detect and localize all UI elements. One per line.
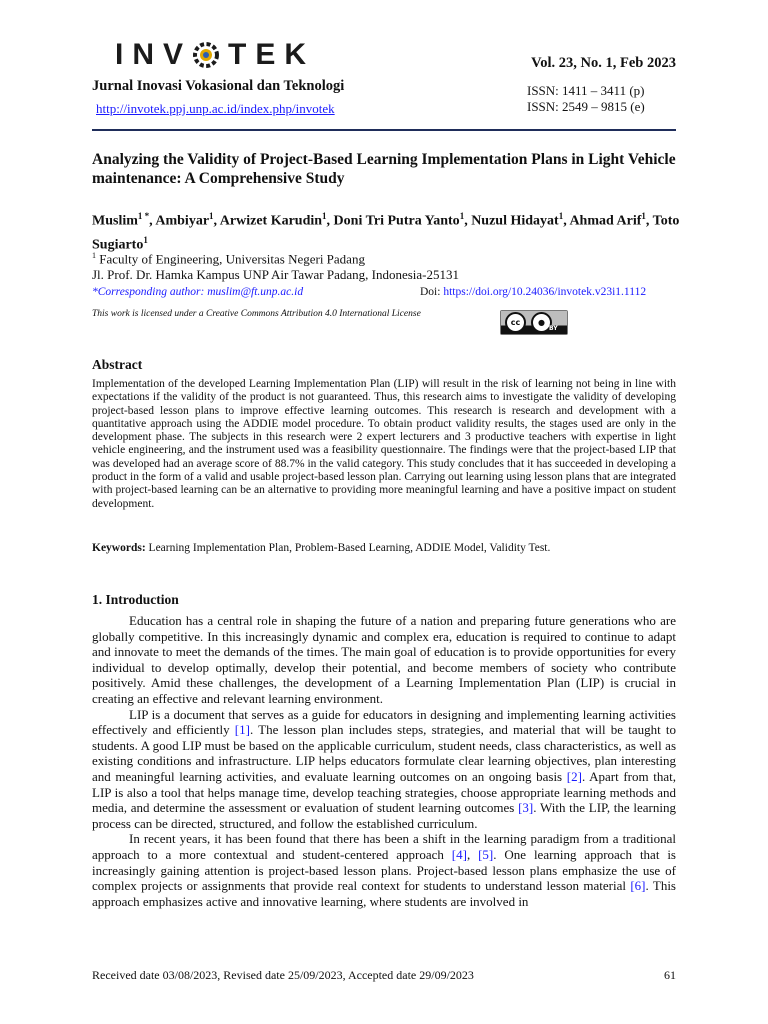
- author-separator: ,: [563, 213, 570, 229]
- keywords-list: Learning Implementation Plan, Problem-Based Learning, ADDIE Model, Validity Test.: [148, 542, 551, 554]
- abstract-heading: Abstract: [92, 357, 143, 372]
- author-name: Nuzul Hidayat: [471, 213, 559, 229]
- paragraph-text: . This approach emphasizes active and innovative learning, where students are involved in: [92, 878, 676, 909]
- author-name: Ahmad Arif: [569, 213, 642, 229]
- article-title: Analyzing the Validity of Project-Based Learning Implementation Plans in Light Vehicle maintenance: A Comprehensive Study: [92, 151, 676, 187]
- corresponding-email-link[interactable]: muslim@ft.unp.ac.id: [207, 286, 304, 298]
- cc-by-badge[interactable]: [500, 310, 568, 335]
- author-affiliation-mark: 1: [209, 211, 214, 221]
- section-heading-introduction: 1. Introduction: [92, 592, 179, 607]
- citation-link[interactable]: [1]: [234, 722, 250, 738]
- author-affiliation-mark: 1: [641, 211, 646, 221]
- author-separator: ,: [464, 213, 472, 229]
- journal-logo: [115, 38, 315, 72]
- journal-url-link[interactable]: http://invotek.ppj.unp.ac.id/index.php/invotek: [96, 101, 335, 116]
- paragraph-text: In recent years, it has been found that there has been a shift in the learning paradigm from a traditional approach to a more contextual and student-centered approach: [92, 831, 676, 862]
- author-name: Doni Tri Putra Yanto: [333, 213, 460, 229]
- citation-link[interactable]: [4]: [451, 846, 467, 862]
- introduction-body: [92, 613, 676, 909]
- doi-link[interactable]: https://doi.org/10.24036/invotek.v23i1.1112: [443, 286, 647, 298]
- received-dates: Received date 03/08/2023, Revised date 25/09/2023, Accepted date 29/09/2023: [92, 968, 474, 982]
- paragraph-text: LIP is a document that serves as a guide for educators in designing and implementing learning activities effectively and efficiently: [92, 706, 676, 738]
- paragraph: [92, 707, 676, 832]
- doi-label: Doi:: [420, 286, 444, 298]
- author-separator: ,: [213, 213, 220, 229]
- author-affiliation-mark: 1: [143, 234, 148, 245]
- by-label: BY: [549, 325, 558, 332]
- keywords-label: Keywords:: [92, 542, 146, 554]
- issn-electronic: ISSN: 2549 – 9815 (e): [527, 99, 645, 114]
- citation-link[interactable]: [6]: [630, 878, 646, 894]
- author-affiliation-mark: 1: [459, 211, 465, 221]
- paragraph: Education has a central role in shaping the future of a nation and preparing future generations who are globally competitive. In this increasingly dynamic and complex era, education is required to continue to adapt and innovate to meet the demands of the times. The main goal of education is to provide opportunities for every individual to develop optimally, develop their potential, and become members of society who contribute positively. Amid these challenges, the development of a Learning Implementation Plan (LIP) is crucial in creating an effective and relevant learning environment.: [92, 613, 676, 706]
- citation-link[interactable]: [3]: [518, 800, 534, 816]
- corresponding-author: [92, 286, 303, 298]
- paragraph: [92, 831, 676, 909]
- cc-icon: cc: [505, 312, 526, 333]
- author-separator: ,: [645, 213, 653, 229]
- author-name: Toto Sugiarto: [92, 213, 680, 253]
- page-number: 61: [664, 968, 676, 982]
- issn-print: ISSN: 1411 – 3411 (p): [527, 83, 645, 98]
- paragraph-text: . Apart from that, LIP is also a tool that helps manage time, develop teaching strategies, choose appropriate learning methods and media, and determine the assessment or evaluation of student learning outcomes: [92, 768, 676, 816]
- doi: [420, 286, 646, 298]
- gear-logo-icon: [192, 41, 220, 69]
- citation-link[interactable]: [2]: [566, 768, 582, 784]
- author-affiliation-mark: 1 *: [137, 211, 150, 221]
- author-name: Muslim: [92, 213, 138, 229]
- affiliation-line-1: Faculty of Engineering, Universitas Negeri Padang: [99, 251, 365, 267]
- journal-name: Jurnal Inovasi Vokasional dan Teknologi: [92, 78, 345, 94]
- volume-info: Vol. 23, No. 1, Feb 2023: [531, 55, 676, 71]
- license-notice: This work is licensed under a Creative Commons Attribution 4.0 International License: [92, 309, 421, 319]
- paragraph-text: . With the LIP, the learning process can be directed, structured, and follow the established curriculum.: [92, 800, 676, 831]
- author-separator: ,: [149, 213, 156, 229]
- paragraph-text: . One learning approach that is increasingly gaining attention is project-based lesson plans. Project-based lesson plans emphasize the use of complex projects or assignments that provide real context for students to understand lesson material: [92, 846, 676, 894]
- affiliation-line-2: Jl. Prof. Dr. Hamka Kampus UNP Air Tawar Padang, Indonesia-25131: [92, 267, 460, 283]
- header-divider: [92, 129, 676, 131]
- affiliation: [92, 248, 459, 283]
- abstract-text: Implementation of the developed Learning Implementation Plan (LIP) will result in the risk of learning not being in line with expectations if the validity of the product is not guaranteed. Thus, this research aims to investigate the validity of developing project-based lesson plans to improve effective learning outcomes. This research is research and development with a quantitative approach using the ADDIE model procedure. To obtain product validity results, the stages used are only in the development phase. The subjects in this research were 2 expert lecturers and 3 productive teachers with expertise in light vehicle engineering, and the instrument used was a feasibility questionnaire. The findings were that the project-based LIP that was developed had an average score of 88.7% in the valid category. This study concludes that it has succeeded in developing a product in the form of a valid and usable project-based lesson plan. Carrying out learning using lesson plans that are integrated with project-based learning can be an alternative to providing more meaningful learning and have a positive impact on student development.: [92, 378, 676, 510]
- author-separator: ,: [326, 213, 334, 229]
- citation-link[interactable]: [5]: [478, 846, 494, 862]
- corresponding-label: *Corresponding author:: [92, 286, 208, 298]
- logo-text-right: TEK: [228, 38, 316, 71]
- attribution-person-icon: ●: [531, 312, 552, 333]
- author-name: Ambiyar: [155, 213, 210, 229]
- paragraph-text: . The lesson plan includes steps, strategies, and material that will be taught to students. A good LIP must be based on the applicable curriculum, student needs, class characteristics, as well as existing conditions and infrastructure. LIP helps educators formulate clear learning objectives, plan interesting and meaningful learning activities, and evaluate learning outcomes on an ongoing basis: [92, 722, 676, 784]
- author-affiliation-mark: 1: [322, 211, 327, 221]
- author-affiliation-mark: 1: [558, 211, 564, 221]
- keywords: [92, 542, 550, 554]
- logo-text-left: INV: [115, 38, 193, 71]
- author-name: Arwizet Karudin: [219, 213, 323, 229]
- affiliation-mark: 1: [92, 251, 96, 260]
- citation-separator: ,: [466, 846, 479, 862]
